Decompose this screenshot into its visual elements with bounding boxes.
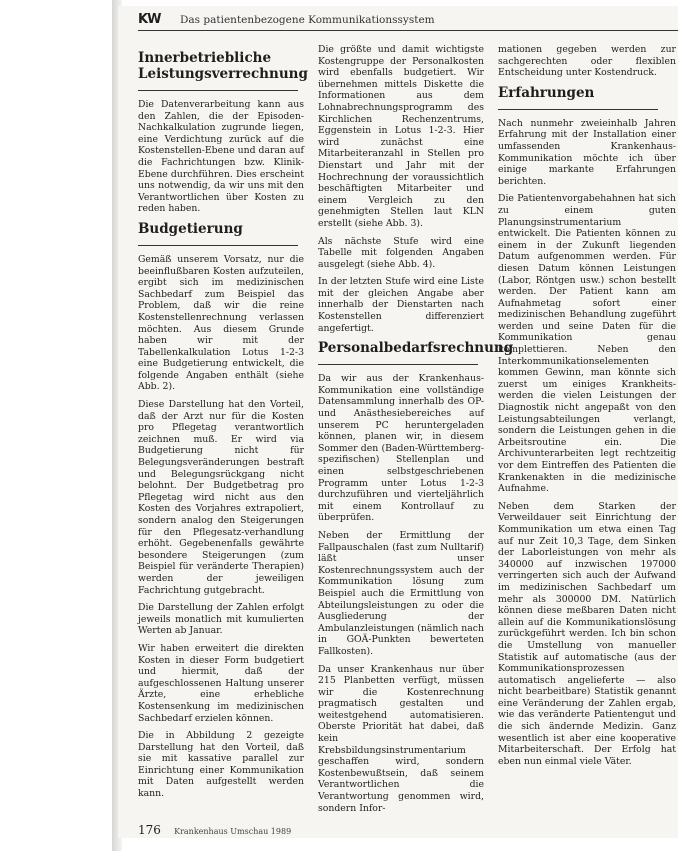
paragraph: Die in Abbildung 2 gezeigte Darstellung hat den Vorteil, daß sie mit kassative parallel zur Einrichtung einer Kommunikation mit Daten aufgestellt werden kann. bbox=[138, 730, 304, 800]
heading-rule bbox=[138, 245, 298, 246]
column-2 bbox=[318, 44, 514, 814]
heading-rule bbox=[318, 364, 478, 365]
page-footer bbox=[138, 823, 291, 837]
paragraph: Nach nunmehr zweieinhalb Jahren Erfahrung mit der Installation einer umfassenden Krankenhaus-Kommunikation möchte ich über einige markante Erfahrungen berichten. bbox=[498, 117, 676, 187]
paragraph: Gemäß unserem Vorsatz, nur die beeinflußbaren Kosten aufzuteilen, ergibt sich im medizinischen Sachbedarf zum Beispiel das Problem, daß wir die reine Kostenstellenrechnung verlassen möchten. Aus diesem Grunde haben wir mit der Tabellenkalkulation Lotus 1-2-3 eine Budgetierung entwickelt, die folgende Angaben enthält (siehe Abb. 2). bbox=[138, 253, 304, 393]
page-header bbox=[138, 12, 678, 31]
heading-erfahrungen: Erfahrungen bbox=[498, 84, 595, 101]
paragraph: Die Patientenvorgabehahnen hat sich zu einem guten Planungsinstrumentarium entwickelt. Die Patienten können zu einem in der Zukunft liegenden Datum aufgenommen werden. Für diesen Datum können Leistungen (Labor, Röntgen usw.) schon bestellt werden. Der Patient kann am Aufnahmetag sofort einer medizinischen Behandlung zugeführt werden und seine Daten für die Kommunikation genau komplettieren. Neben den Interkommunikationselementen kommen Gewinn, man könnte sich zuerst um einiges Krankheits- werden die vielen Leistungen der Diagnostik nicht angepaßt von den Leistungsabteilungen verlangt, sondern die Leistungen gehen in die Arbeitsroutine ein. Die Archivunterarbeiten legt rechtzeitig vor dem Eintreffen des Patienten die Krankenakten in die medizinische Aufnahme. bbox=[498, 193, 676, 495]
paragraph: Diese Darstellung hat den Vorteil, daß der Arzt nur für die Kosten pro Pflegetag verantwortlich zeichnen muß. Er wird via Budgetierung nicht für Belegungsveränderungen bestraft und Belegungsrückgang nicht belohnt. Der Budgetbetrag pro Pflegetag wird nicht aus den Kosten des Vorjahres extrapoliert, sondern analog den Steigerungen für den Pflegesatz-verhandlung erhöht. Gegebenenfalls gewährte besondere Steigerungen (zum Beispiel für veränderte Therapien) werden der jeweiligen Fachrichtung gutgebracht. bbox=[138, 399, 304, 596]
paragraph: Neben der Ermittlung der Fallpauschalen (fast zum Nulltarif) läßt unser Kostenrechnungssystem auch der Kommunikation lösung zum Beispiel auch die Ermittlung von Abteilungsleistungen zu oder die Ausgliederung der Ambulanzleistungen (nämlich nach in GOÄ-Punkten bewerteten Fallkosten). bbox=[318, 529, 484, 657]
paragraph: Da unser Krankenhaus nur über 215 Planbetten verfügt, müssen wir die Kostenrechnung pragmatisch gestalten und weitestgehend automatisieren. Oberste Priorität hat dabei, daß kein Krebsbildungsinstrumentarium geschaffen wird, sondern Kostenbewußtsein, daß seinem Verantwortlichen die Verantwortung genommen wird, sondern Infor- bbox=[318, 663, 484, 814]
paragraph: mationen gegeben werden zur sachgerechten oder flexiblen Entscheidung unter Kostendruck. bbox=[498, 44, 676, 79]
paragraph: Da wir aus der Krankenhaus-Kommunikation eine vollständige Datensammlung innerhalb des OP- und Anästhesiebereiches auf unserem PC heruntergeladen können, planen wir, in diesem Sommer den (Baden-Württemberg-spezifischen) Stellenplan und einen selbstgeschriebenen Programm unter Lotus 1-2-3 durchzuführen und vierteljährlich mit einem Kontrollauf zu überprüfen. bbox=[318, 373, 484, 524]
running-title: Das patientenbezogene Kommunikationssystem bbox=[180, 14, 435, 26]
paragraph: In der letzten Stufe wird eine Liste mit der gleichen Angabe aber innerhalb der Dienstarten nach Kostenstellen differenziert angefertigt. bbox=[318, 276, 484, 334]
paragraph: Die Darstellung der Zahlen erfolgt jeweils monatlich mit kumulierten Werten ab Januar. bbox=[138, 602, 304, 637]
column-3 bbox=[498, 44, 676, 804]
paragraph: Die Datenverarbeitung kann aus den Zahlen, die der Episoden-Nachkalkulation zugrunde liegen, eine Verdichtung zurück auf die Kostenstellen-Ebene und daran auf die Fachrichtungen bzw. Klinik-Ebene durchführen. Dies erscheint uns notwendig, da wir uns mit den Verantwortlichen über Kosten zu reden haben. bbox=[138, 99, 304, 215]
heading-personalbedarfsrechnung: Personalbedarfsrechnung bbox=[318, 340, 514, 357]
page-number: 176 bbox=[138, 823, 161, 837]
heading-budgetierung: Budgetierung bbox=[138, 220, 243, 237]
heading-rule bbox=[498, 109, 658, 110]
paragraph: Als nächste Stufe wird eine Tabelle mit folgenden Angaben ausgelegt (siehe Abb. 4). bbox=[318, 235, 484, 270]
source-line: Krankenhaus Umschau 1989 bbox=[174, 827, 292, 836]
paragraph: Wir haben erweitert die direkten Kosten in dieser Form budgetiert und hiermit, daß der aufgeschlossenen Haltung unserer Ärzte, eine erhebliche Kostensenkung im medizinischen Sachbedarf erzielen können. bbox=[138, 642, 304, 724]
paragraph: Die größte und damit wichtigste Kostengruppe der Personalkosten wird ebenfalls budgetiert. Wir übernehmen mittels Diskette die Informationen aus dem Lohnabrechnungsprogramm des Kirchlichen Rechenzentrums, Eggenstein in Lotus 1-2-3. Hier wird zunächst eine Mitarbeiteranzahl in Stellen pro Dienstart und Jahr mit der Hochrechnung der voraussichtlich beschäftigten Mitarbeiter und einem Vergleich zu den genehmigten Stellen laut KLN erstellt (siehe Abb. 3). bbox=[318, 44, 484, 229]
column-1 bbox=[138, 44, 308, 804]
journal-logo: KW bbox=[138, 12, 161, 27]
heading-rule bbox=[138, 90, 298, 91]
paragraph: Neben dem Starken der Verweildauer seit Einrichtung der Kommunikation um etwa einen Tag auf nur Zeit 10,3 Tage, dem Sinken der Laborleistungen von mehr als 340000 auf inzwischen 197000 verringerten sich auch der Aufwand im medizinischen Sachbedarf um mehr als 300000 DM. Natürlich können diese meßbaren Daten nicht allein auf die Kommunikationslösung zurückgeführt werden. Ich bin schon die Umstellung von manueller Statistik auf automatische (aus der Kommunikationsprozessen automatisch angelieferte — also nicht bearbeitbare) Statistik genannt eine Veränderung der Zahlen ergab, wie das veränderte Patientengut und die sich ändernde Medizin. Ganz wesentlich ist aber eine kooperative Mitarbeiterschaft. Der Erfolg hat eben nun einmal viele Väter. bbox=[498, 500, 676, 767]
heading-leistungsverrechnung: Innerbetriebliche Leistungsverrechnung bbox=[138, 50, 308, 82]
